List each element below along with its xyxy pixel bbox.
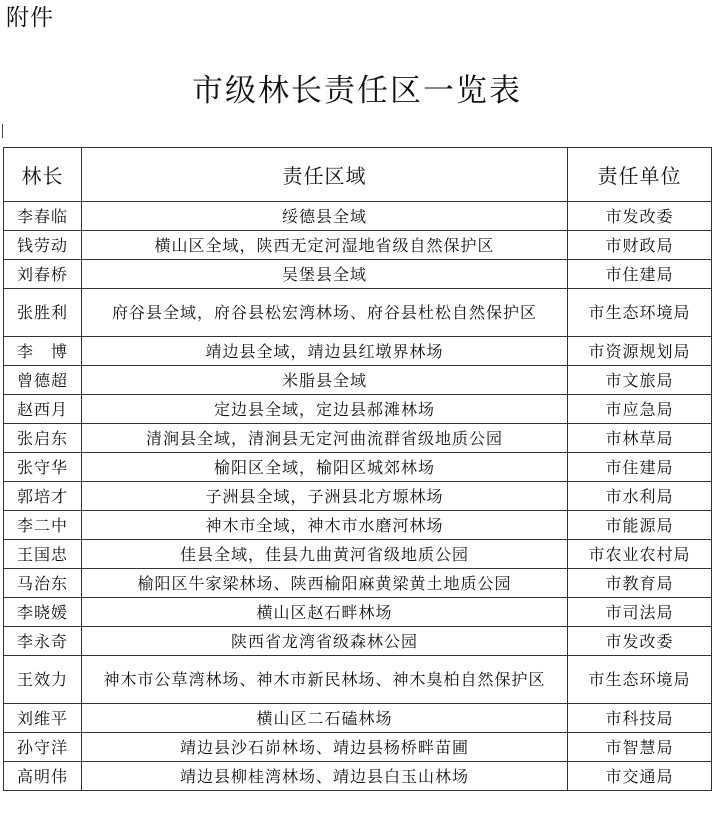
table-row [4, 231, 712, 260]
header-leader: 林长 [4, 148, 82, 202]
unit-cell: 市司法局 [568, 598, 712, 627]
leader-cell: 王效力 [4, 656, 82, 704]
margin-mark [2, 124, 3, 138]
unit-cell: 市生态环境局 [568, 656, 712, 704]
header-area: 责任区域 [82, 148, 568, 202]
table-row [4, 395, 712, 424]
unit-cell: 市农业农村局 [568, 540, 712, 569]
forest-chief-table [3, 147, 712, 791]
leader-cell: 高明伟 [4, 762, 82, 791]
area-cell: 子洲县全域，子洲县北方塬林场 [82, 482, 568, 511]
area-cell: 清涧县全域，清涧县无定河曲流群省级地质公园 [82, 424, 568, 453]
unit-cell: 市发改委 [568, 627, 712, 656]
unit-cell: 市交通局 [568, 762, 712, 791]
table-row [4, 289, 712, 337]
area-cell: 横山区全域，陕西无定河湿地省级自然保护区 [82, 231, 568, 260]
leader-cell: 李永奇 [4, 627, 82, 656]
leader-cell: 张守华 [4, 453, 82, 482]
table-row [4, 260, 712, 289]
area-cell: 榆阳区牛家梁林场、陕西榆阳麻黄梁黄土地质公园 [82, 569, 568, 598]
area-cell: 吴堡县全域 [82, 260, 568, 289]
table-row [4, 366, 712, 395]
table-row [4, 337, 712, 366]
area-cell: 神木市公草湾林场、神木市新民林场、神木臭柏自然保护区 [82, 656, 568, 704]
leader-cell: 张启东 [4, 424, 82, 453]
leader-cell: 曾德超 [4, 366, 82, 395]
unit-cell: 市文旅局 [568, 366, 712, 395]
unit-cell: 市住建局 [568, 453, 712, 482]
table-row [4, 540, 712, 569]
area-cell: 横山区赵石畔林场 [82, 598, 568, 627]
unit-cell: 市资源规划局 [568, 337, 712, 366]
unit-cell: 市智慧局 [568, 733, 712, 762]
area-cell: 靖边县沙石峁林场、靖边县杨桥畔苗圃 [82, 733, 568, 762]
unit-cell: 市生态环境局 [568, 289, 712, 337]
leader-cell: 钱劳动 [4, 231, 82, 260]
page-title: 市级林长责任区一览表 [192, 72, 522, 109]
unit-cell: 市林草局 [568, 424, 712, 453]
table-row [4, 482, 712, 511]
table-row [4, 453, 712, 482]
unit-cell: 市教育局 [568, 569, 712, 598]
leader-cell: 刘维平 [4, 704, 82, 733]
leader-cell: 王国忠 [4, 540, 82, 569]
area-cell: 靖边县全域，靖边县红墩界林场 [82, 337, 568, 366]
table-row [4, 762, 712, 791]
leader-cell: 李春临 [4, 202, 82, 231]
table-row [4, 424, 712, 453]
area-cell: 定边县全域，定边县郝滩林场 [82, 395, 568, 424]
area-cell: 绥德县全域 [82, 202, 568, 231]
attachment-label: 附件 [6, 5, 54, 31]
area-cell: 靖边县柳桂湾林场、靖边县白玉山林场 [82, 762, 568, 791]
table-header-row [4, 148, 712, 202]
leader-cell: 刘春桥 [4, 260, 82, 289]
table-row [4, 704, 712, 733]
unit-cell: 市科技局 [568, 704, 712, 733]
leader-cell: 赵西月 [4, 395, 82, 424]
table-row [4, 598, 712, 627]
leader-cell: 李二中 [4, 511, 82, 540]
table-row [4, 569, 712, 598]
table-row [4, 202, 712, 231]
table-row [4, 656, 712, 704]
area-cell: 陕西省龙湾省级森林公园 [82, 627, 568, 656]
unit-cell: 市财政局 [568, 231, 712, 260]
area-cell: 榆阳区全域，榆阳区城郊林场 [82, 453, 568, 482]
area-cell: 横山区二石磕林场 [82, 704, 568, 733]
unit-cell: 市应急局 [568, 395, 712, 424]
leader-cell: 李 博 [4, 337, 82, 366]
unit-cell: 市发改委 [568, 202, 712, 231]
leader-cell: 李晓媛 [4, 598, 82, 627]
table-row [4, 511, 712, 540]
unit-cell: 市能源局 [568, 511, 712, 540]
area-cell: 府谷县全域，府谷县松宏湾林场、府谷县杜松自然保护区 [82, 289, 568, 337]
area-cell: 佳县全域，佳县九曲黄河省级地质公园 [82, 540, 568, 569]
unit-cell: 市水利局 [568, 482, 712, 511]
area-cell: 神木市全域，神木市水磨河林场 [82, 511, 568, 540]
area-cell: 米脂县全域 [82, 366, 568, 395]
unit-cell: 市住建局 [568, 260, 712, 289]
table-row [4, 627, 712, 656]
table-row [4, 733, 712, 762]
leader-cell: 张胜利 [4, 289, 82, 337]
leader-cell: 郭培才 [4, 482, 82, 511]
leader-cell: 孙守洋 [4, 733, 82, 762]
header-unit: 责任单位 [568, 148, 712, 202]
leader-cell: 马治东 [4, 569, 82, 598]
